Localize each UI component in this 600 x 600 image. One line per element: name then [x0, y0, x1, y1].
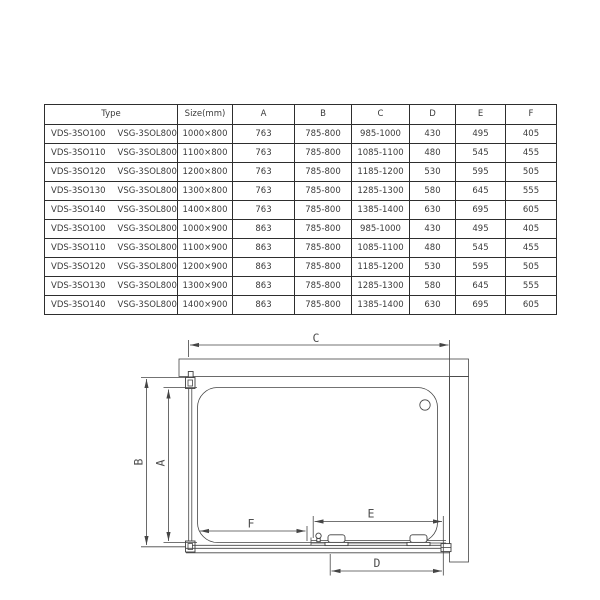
cell-d: 430	[410, 220, 456, 239]
cell-f: 455	[506, 239, 557, 258]
cell-c: 1285-1300	[352, 182, 410, 201]
dimension-d	[330, 554, 442, 576]
cell-b: 785-800	[295, 144, 352, 163]
cell-size: 1400×800	[178, 201, 233, 220]
wall-right-brick-hatch	[450, 377, 469, 563]
model-code: VDS-3SO120	[51, 261, 106, 272]
cell-d: 530	[410, 258, 456, 277]
cell-f: 555	[506, 182, 557, 201]
cell-e: 545	[456, 239, 506, 258]
cell-size: 1100×800	[178, 144, 233, 163]
cell-c: 1185-1200	[352, 163, 410, 182]
cell-c: 985-1000	[352, 220, 410, 239]
dim-label-d: D	[373, 556, 381, 570]
cell-a: 863	[233, 239, 295, 258]
model-code: VDS-3SO100	[51, 128, 106, 139]
cell-c: 1385-1400	[352, 296, 410, 315]
cell-d: 580	[410, 277, 456, 296]
dim-label-e: E	[367, 506, 375, 521]
cell-a: 763	[233, 182, 295, 201]
dim-label-a: A	[153, 459, 168, 467]
model-code: VSG-3SOL800	[117, 128, 177, 139]
cell-a: 863	[233, 258, 295, 277]
cell-a: 763	[233, 125, 295, 144]
cell-f: 455	[506, 144, 557, 163]
cell-size: 1000×900	[178, 220, 233, 239]
door-handle-knob	[316, 533, 321, 538]
model-code: VSG-3SOL800	[117, 185, 177, 196]
dim-label-c: C	[312, 331, 320, 345]
cell-e: 595	[456, 258, 506, 277]
bottom-rail	[186, 545, 450, 553]
cell-b: 785-800	[295, 125, 352, 144]
model-code: VSG-3SOL800	[117, 166, 177, 177]
cell-c: 1085-1100	[352, 239, 410, 258]
cell-a: 763	[233, 163, 295, 182]
cell-size: 1300×900	[178, 277, 233, 296]
cell-c: 1185-1200	[352, 258, 410, 277]
cell-e: 695	[456, 201, 506, 220]
col-header-a: A	[233, 105, 295, 125]
cell-size: 1100×900	[178, 239, 233, 258]
cell-a: 863	[233, 220, 295, 239]
cell-size: 1300×800	[178, 182, 233, 201]
col-header-d: D	[410, 105, 456, 125]
model-code: VDS-3SO120	[51, 166, 106, 177]
model-code: VSG-3SOL800	[117, 280, 177, 291]
cell-d: 630	[410, 201, 456, 220]
model-code: VDS-3SO130	[51, 280, 106, 291]
dim-label-f: F	[247, 516, 255, 531]
col-header-b: B	[295, 105, 352, 125]
col-header-c: C	[352, 105, 410, 125]
cell-size: 1200×800	[178, 163, 233, 182]
cell-f: 505	[506, 258, 557, 277]
cell-b: 785-800	[295, 182, 352, 201]
cell-e: 495	[456, 220, 506, 239]
dim-label-b: B	[131, 458, 146, 466]
wall-profile-notch	[188, 372, 193, 378]
cell-e: 545	[456, 144, 506, 163]
col-header-type: Type	[45, 105, 178, 125]
cell-e: 495	[456, 125, 506, 144]
cell-f: 555	[506, 277, 557, 296]
model-code: VDS-3SO110	[51, 147, 106, 158]
cell-d: 630	[410, 296, 456, 315]
model-code: VDS-3SO100	[51, 223, 106, 234]
model-code: VDS-3SO110	[51, 242, 106, 253]
drain-circle	[420, 400, 430, 410]
col-header-size: Size(mm)	[178, 105, 233, 125]
wall-top-brick-hatch	[179, 359, 469, 377]
cell-f: 505	[506, 163, 557, 182]
cell-f: 605	[506, 201, 557, 220]
wall-bracket-top	[186, 378, 196, 389]
cell-size: 1200×900	[178, 258, 233, 277]
cell-d: 480	[410, 239, 456, 258]
model-code: VSG-3SOL800	[117, 261, 177, 272]
cell-c: 985-1000	[352, 125, 410, 144]
dimension-c	[189, 331, 450, 376]
col-header-f: F	[506, 105, 557, 125]
model-code: VDS-3SO130	[51, 185, 106, 196]
roller-bracket-left	[325, 535, 348, 546]
cell-b: 785-800	[295, 220, 352, 239]
cell-b: 785-800	[295, 258, 352, 277]
model-code: VSG-3SOL800	[117, 299, 177, 310]
cell-b: 785-800	[295, 277, 352, 296]
cell-c: 1085-1100	[352, 144, 410, 163]
model-code: VSG-3SOL800	[117, 204, 177, 215]
dimension-f	[200, 517, 307, 542]
cell-e: 695	[456, 296, 506, 315]
model-code: VDS-3SO140	[51, 204, 106, 215]
cell-d: 430	[410, 125, 456, 144]
cell-d: 480	[410, 144, 456, 163]
cell-f: 605	[506, 296, 557, 315]
dimension-a	[154, 388, 198, 543]
cell-b: 785-800	[295, 296, 352, 315]
cell-b: 785-800	[295, 201, 352, 220]
cell-d: 530	[410, 163, 456, 182]
model-code: VSG-3SOL800	[117, 242, 177, 253]
cell-f: 405	[506, 125, 557, 144]
wall-side-door-bracket	[441, 544, 451, 552]
model-code: VDS-3SO140	[51, 299, 106, 310]
cell-e: 645	[456, 277, 506, 296]
cell-size: 1000×800	[178, 125, 233, 144]
cell-c: 1385-1400	[352, 201, 410, 220]
cell-b: 785-800	[295, 163, 352, 182]
cell-d: 580	[410, 182, 456, 201]
cell-f: 405	[506, 220, 557, 239]
cell-size: 1400×900	[178, 296, 233, 315]
shower-tray-outline	[198, 388, 438, 543]
model-code: VSG-3SOL800	[117, 147, 177, 158]
cell-e: 595	[456, 163, 506, 182]
cell-a: 763	[233, 201, 295, 220]
cell-b: 785-800	[295, 239, 352, 258]
roller-bracket-right	[407, 535, 430, 546]
cell-a: 763	[233, 144, 295, 163]
model-code: VSG-3SOL800	[117, 223, 177, 234]
cell-a: 863	[233, 296, 295, 315]
cell-a: 863	[233, 277, 295, 296]
cell-c: 1285-1300	[352, 277, 410, 296]
col-header-e: E	[456, 105, 506, 125]
fixed-panel-left	[186, 372, 196, 553]
cell-e: 645	[456, 182, 506, 201]
